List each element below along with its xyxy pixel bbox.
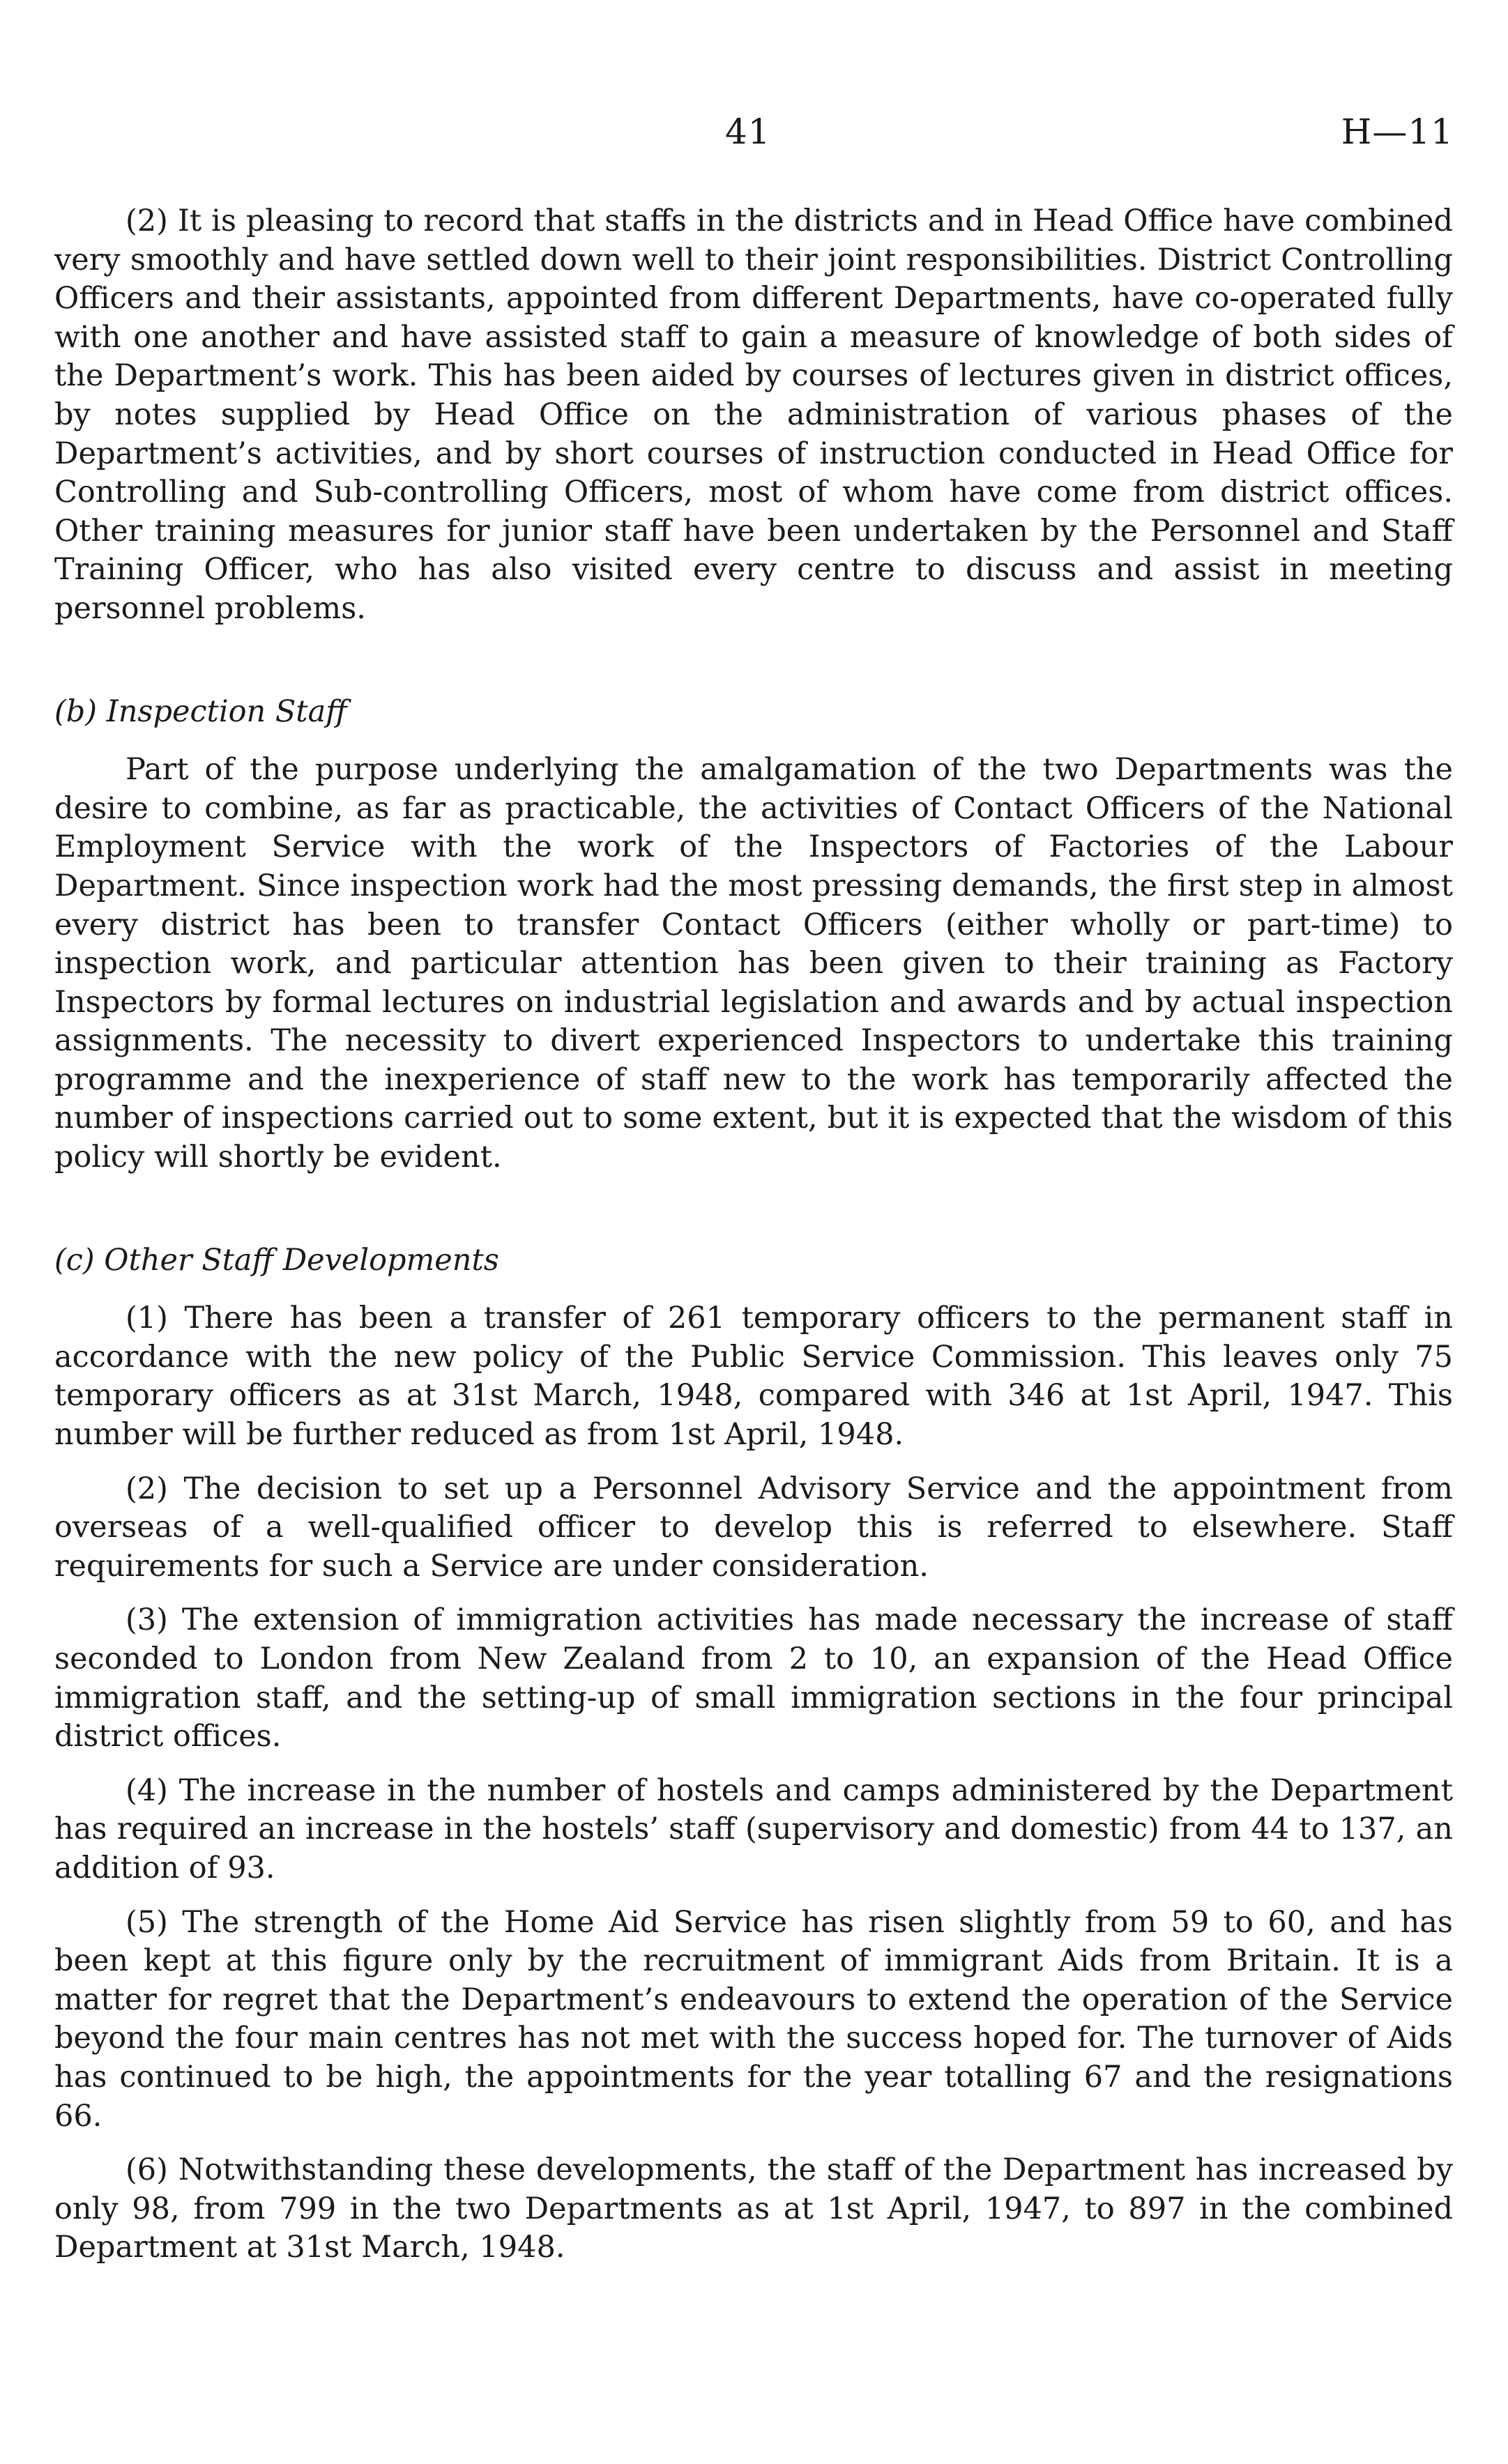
- staff-development-paragraph-4: (4) The increase in the number of hostels and camps administered by the Department has required an increase in the hostels’ staff (supervisory and domestic) from 44 to 137, an addition of 93.: [54, 1773, 1453, 1885]
- staff-development-paragraph-3: (3) The extension of immigration activities has made necessary the increase of staff seconded to London from New Zealand from 2 to 10, an expansion of the Head Office immigration staff, and the setting-up of small immigration sections in the four principal district offices.: [54, 1602, 1453, 1754]
- section-heading-inspection-staff: (b) Inspection Staff: [54, 694, 347, 729]
- staff-development-paragraph-5: (5) The strength of the Home Aid Service has risen slightly from 59 to 60, and has been kept at this figure only by the recruitment of immigrant Aids from Britain. It is a matter for regret that the Department’s endeavours to extend the operation of the Service beyond the four main centres has not met with the success hoped for. The turnover of Aids has continued to be high, the appointments for the year totalling 67 and the resignations 66.: [54, 1904, 1453, 2134]
- staff-development-paragraph-1: (1) There has been a transfer of 261 temporary officers to the permanent staff in accordance with the new policy of the Public Service Commission. This leaves only 75 temporary officers as at 31st March, 1948, compared with 346 at 1st April, 1947. This number will be further reduced as from 1st April, 1948.: [54, 1301, 1453, 1453]
- staff-development-paragraph-2: (2) The decision to set up a Personnel Advisory Service and the appointment from overseas of a well-qualified officer to develop this is referred to elsewhere. Staff requirements for such a Service are under consideration.: [54, 1471, 1453, 1584]
- staff-development-paragraph-6: (6) Notwithstanding these developments, the staff of the Department has increased by only 98, from 799 in the two Departments as at 1st April, 1947, to 897 in the combined Department at 31st March, 1948.: [54, 2152, 1453, 2265]
- page-reference: H—11: [1341, 112, 1454, 152]
- intro-paragraph: (2) It is pleasing to record that staffs in the districts and in Head Office have combined very smoothly and have settled down well to their joint responsibilities. District Controlling Officers and their assistants, appointed from different Departments, have co-operated fully with one another and have assisted staff to gain a measure of knowledge of both sides of the Department’s work. This has been aided by courses of lectures given in district offices, by notes supplied by Head Office on the administration of various phases of the Department’s activities, and by short courses of instruction conducted in Head Office for Controlling and Sub-controlling Officers, most of whom have come from district offices. Other training measures for junior staff have been undertaken by the Personnel and Staff Training Officer, who has also visited every centre to discuss and assist in meeting personnel problems.: [54, 204, 1453, 626]
- section-heading-other-staff-developments: (c) Other Staff Developments: [54, 1242, 499, 1278]
- page-number: 41: [725, 112, 771, 152]
- inspection-staff-paragraph: Part of the purpose underlying the amalgamation of the two Departments was the desire to combine, as far as practicable, the activities of Contact Officers of the National Employment Service with the work of the Inspectors of Factories of the Labour Department. Since inspection work had the most pressing demands, the first step in almost every district has been to transfer Contact Officers (either wholly or part-time) to inspection work, and particular attention has been given to their training as Factory Inspectors by formal lectures on industrial legislation and awards and by actual inspection assignments. The necessity to divert experienced Inspectors to undertake this training programme and the inexperience of staff new to the work has temporarily affected the number of inspections carried out to some extent, but it is expected that the wisdom of this policy will shortly be evident.: [54, 752, 1453, 1175]
- page-content: [54, 202, 1453, 2267]
